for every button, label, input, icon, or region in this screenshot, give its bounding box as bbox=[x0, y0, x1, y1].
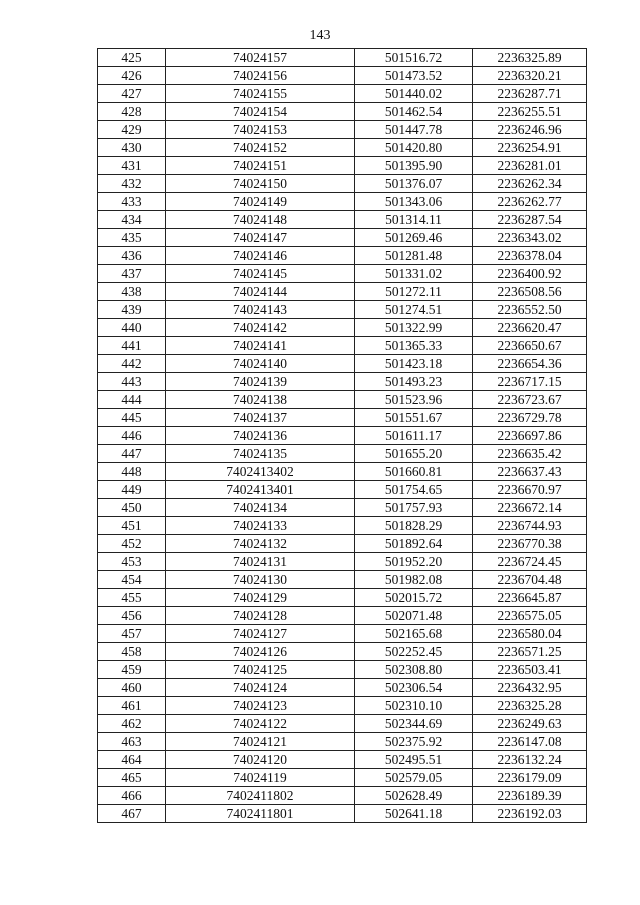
y-coordinate-cell: 2236571.25 bbox=[473, 643, 587, 661]
y-coordinate-cell: 2236672.14 bbox=[473, 499, 587, 517]
table-row bbox=[98, 787, 587, 805]
point-number-cell: 443 bbox=[98, 373, 166, 391]
y-coordinate-cell: 2236147.08 bbox=[473, 733, 587, 751]
point-id-cell: 74024133 bbox=[166, 517, 355, 535]
y-coordinate-cell: 2236717.15 bbox=[473, 373, 587, 391]
point-id-cell: 74024125 bbox=[166, 661, 355, 679]
table-row bbox=[98, 67, 587, 85]
point-number-cell: 441 bbox=[98, 337, 166, 355]
point-number-cell: 445 bbox=[98, 409, 166, 427]
table-row bbox=[98, 643, 587, 661]
x-coordinate-cell: 502165.68 bbox=[355, 625, 473, 643]
point-id-cell: 74024130 bbox=[166, 571, 355, 589]
point-id-cell: 74024146 bbox=[166, 247, 355, 265]
x-coordinate-cell: 501447.78 bbox=[355, 121, 473, 139]
point-number-cell: 456 bbox=[98, 607, 166, 625]
y-coordinate-cell: 2236580.04 bbox=[473, 625, 587, 643]
table-row bbox=[98, 301, 587, 319]
point-id-cell: 74024150 bbox=[166, 175, 355, 193]
point-id-cell: 74024149 bbox=[166, 193, 355, 211]
point-number-cell: 447 bbox=[98, 445, 166, 463]
table-row bbox=[98, 157, 587, 175]
table-row bbox=[98, 481, 587, 499]
point-id-cell: 74024128 bbox=[166, 607, 355, 625]
table-row bbox=[98, 463, 587, 481]
table-row bbox=[98, 247, 587, 265]
point-id-cell: 74024148 bbox=[166, 211, 355, 229]
y-coordinate-cell: 2236704.48 bbox=[473, 571, 587, 589]
table-row bbox=[98, 751, 587, 769]
table-row bbox=[98, 535, 587, 553]
x-coordinate-cell: 501523.96 bbox=[355, 391, 473, 409]
x-coordinate-cell: 502308.80 bbox=[355, 661, 473, 679]
table-row bbox=[98, 229, 587, 247]
point-id-cell: 74024136 bbox=[166, 427, 355, 445]
point-number-cell: 442 bbox=[98, 355, 166, 373]
y-coordinate-cell: 2236189.39 bbox=[473, 787, 587, 805]
x-coordinate-cell: 501473.52 bbox=[355, 67, 473, 85]
y-coordinate-cell: 2236262.77 bbox=[473, 193, 587, 211]
table-row bbox=[98, 409, 587, 427]
x-coordinate-cell: 502306.54 bbox=[355, 679, 473, 697]
y-coordinate-cell: 2236255.51 bbox=[473, 103, 587, 121]
point-number-cell: 457 bbox=[98, 625, 166, 643]
point-number-cell: 448 bbox=[98, 463, 166, 481]
x-coordinate-cell: 502641.18 bbox=[355, 805, 473, 823]
point-number-cell: 430 bbox=[98, 139, 166, 157]
point-id-cell: 74024132 bbox=[166, 535, 355, 553]
y-coordinate-cell: 2236575.05 bbox=[473, 607, 587, 625]
point-id-cell: 74024154 bbox=[166, 103, 355, 121]
point-id-cell: 74024155 bbox=[166, 85, 355, 103]
point-number-cell: 437 bbox=[98, 265, 166, 283]
point-id-cell: 74024145 bbox=[166, 265, 355, 283]
x-coordinate-cell: 501982.08 bbox=[355, 571, 473, 589]
y-coordinate-cell: 2236724.45 bbox=[473, 553, 587, 571]
y-coordinate-cell: 2236508.56 bbox=[473, 283, 587, 301]
x-coordinate-cell: 501611.17 bbox=[355, 427, 473, 445]
point-number-cell: 436 bbox=[98, 247, 166, 265]
point-id-cell: 74024151 bbox=[166, 157, 355, 175]
table-row bbox=[98, 499, 587, 517]
table-row bbox=[98, 733, 587, 751]
x-coordinate-cell: 501551.67 bbox=[355, 409, 473, 427]
point-number-cell: 438 bbox=[98, 283, 166, 301]
table-row bbox=[98, 319, 587, 337]
y-coordinate-cell: 2236637.43 bbox=[473, 463, 587, 481]
point-id-cell: 74024140 bbox=[166, 355, 355, 373]
table-row bbox=[98, 697, 587, 715]
x-coordinate-cell: 501757.93 bbox=[355, 499, 473, 517]
point-id-cell: 74024141 bbox=[166, 337, 355, 355]
table-row bbox=[98, 661, 587, 679]
point-id-cell: 7402411801 bbox=[166, 805, 355, 823]
x-coordinate-cell: 502071.48 bbox=[355, 607, 473, 625]
point-number-cell: 461 bbox=[98, 697, 166, 715]
point-number-cell: 431 bbox=[98, 157, 166, 175]
point-id-cell: 7402413401 bbox=[166, 481, 355, 499]
point-number-cell: 455 bbox=[98, 589, 166, 607]
x-coordinate-cell: 501331.02 bbox=[355, 265, 473, 283]
x-coordinate-cell: 501420.80 bbox=[355, 139, 473, 157]
table-row bbox=[98, 589, 587, 607]
table-row bbox=[98, 211, 587, 229]
point-number-cell: 462 bbox=[98, 715, 166, 733]
y-coordinate-cell: 2236192.03 bbox=[473, 805, 587, 823]
point-id-cell: 74024152 bbox=[166, 139, 355, 157]
point-id-cell: 74024138 bbox=[166, 391, 355, 409]
point-number-cell: 458 bbox=[98, 643, 166, 661]
page-number: 143 bbox=[309, 28, 331, 43]
x-coordinate-cell: 502628.49 bbox=[355, 787, 473, 805]
y-coordinate-cell: 2236343.02 bbox=[473, 229, 587, 247]
x-coordinate-cell: 501828.29 bbox=[355, 517, 473, 535]
point-id-cell: 74024137 bbox=[166, 409, 355, 427]
table-row bbox=[98, 769, 587, 787]
point-number-cell: 426 bbox=[98, 67, 166, 85]
table-row bbox=[98, 265, 587, 283]
x-coordinate-cell: 501516.72 bbox=[355, 49, 473, 67]
y-coordinate-cell: 2236729.78 bbox=[473, 409, 587, 427]
point-id-cell: 74024129 bbox=[166, 589, 355, 607]
y-coordinate-cell: 2236246.96 bbox=[473, 121, 587, 139]
x-coordinate-cell: 501269.46 bbox=[355, 229, 473, 247]
table-row bbox=[98, 427, 587, 445]
x-coordinate-cell: 501660.81 bbox=[355, 463, 473, 481]
point-number-cell: 459 bbox=[98, 661, 166, 679]
x-coordinate-cell: 501493.23 bbox=[355, 373, 473, 391]
x-coordinate-cell: 502375.92 bbox=[355, 733, 473, 751]
point-id-cell: 7402413402 bbox=[166, 463, 355, 481]
x-coordinate-cell: 501274.51 bbox=[355, 301, 473, 319]
point-id-cell: 74024126 bbox=[166, 643, 355, 661]
table-row bbox=[98, 85, 587, 103]
x-coordinate-cell: 501754.65 bbox=[355, 481, 473, 499]
table-row bbox=[98, 625, 587, 643]
y-coordinate-cell: 2236179.09 bbox=[473, 769, 587, 787]
x-coordinate-cell: 501376.07 bbox=[355, 175, 473, 193]
x-coordinate-cell: 502252.45 bbox=[355, 643, 473, 661]
point-number-cell: 449 bbox=[98, 481, 166, 499]
point-number-cell: 435 bbox=[98, 229, 166, 247]
table-body bbox=[98, 49, 587, 823]
table-row bbox=[98, 121, 587, 139]
point-number-cell: 452 bbox=[98, 535, 166, 553]
point-id-cell: 74024131 bbox=[166, 553, 355, 571]
point-id-cell: 74024127 bbox=[166, 625, 355, 643]
y-coordinate-cell: 2236287.71 bbox=[473, 85, 587, 103]
table-row bbox=[98, 49, 587, 67]
y-coordinate-cell: 2236645.87 bbox=[473, 589, 587, 607]
point-id-cell: 74024156 bbox=[166, 67, 355, 85]
y-coordinate-cell: 2236400.92 bbox=[473, 265, 587, 283]
x-coordinate-cell: 502015.72 bbox=[355, 589, 473, 607]
x-coordinate-cell: 501892.64 bbox=[355, 535, 473, 553]
point-id-cell: 74024119 bbox=[166, 769, 355, 787]
table-row bbox=[98, 715, 587, 733]
y-coordinate-cell: 2236132.24 bbox=[473, 751, 587, 769]
x-coordinate-cell: 502579.05 bbox=[355, 769, 473, 787]
point-id-cell: 74024142 bbox=[166, 319, 355, 337]
table-row bbox=[98, 103, 587, 121]
y-coordinate-cell: 2236654.36 bbox=[473, 355, 587, 373]
x-coordinate-cell: 501952.20 bbox=[355, 553, 473, 571]
table-row bbox=[98, 391, 587, 409]
x-coordinate-cell: 501272.11 bbox=[355, 283, 473, 301]
y-coordinate-cell: 2236325.89 bbox=[473, 49, 587, 67]
y-coordinate-cell: 2236697.86 bbox=[473, 427, 587, 445]
table-row bbox=[98, 193, 587, 211]
point-number-cell: 432 bbox=[98, 175, 166, 193]
point-number-cell: 450 bbox=[98, 499, 166, 517]
point-number-cell: 460 bbox=[98, 679, 166, 697]
point-id-cell: 74024122 bbox=[166, 715, 355, 733]
point-number-cell: 466 bbox=[98, 787, 166, 805]
y-coordinate-cell: 2236635.42 bbox=[473, 445, 587, 463]
x-coordinate-cell: 501462.54 bbox=[355, 103, 473, 121]
x-coordinate-cell: 502495.51 bbox=[355, 751, 473, 769]
y-coordinate-cell: 2236432.95 bbox=[473, 679, 587, 697]
y-coordinate-cell: 2236552.50 bbox=[473, 301, 587, 319]
point-number-cell: 428 bbox=[98, 103, 166, 121]
coordinates-table bbox=[97, 48, 587, 823]
point-id-cell: 74024157 bbox=[166, 49, 355, 67]
point-id-cell: 74024134 bbox=[166, 499, 355, 517]
point-number-cell: 440 bbox=[98, 319, 166, 337]
point-number-cell: 429 bbox=[98, 121, 166, 139]
x-coordinate-cell: 501423.18 bbox=[355, 355, 473, 373]
x-coordinate-cell: 501365.33 bbox=[355, 337, 473, 355]
y-coordinate-cell: 2236770.38 bbox=[473, 535, 587, 553]
table-row bbox=[98, 373, 587, 391]
table-row bbox=[98, 283, 587, 301]
y-coordinate-cell: 2236620.47 bbox=[473, 319, 587, 337]
point-id-cell: 74024143 bbox=[166, 301, 355, 319]
x-coordinate-cell: 501281.48 bbox=[355, 247, 473, 265]
point-number-cell: 433 bbox=[98, 193, 166, 211]
point-number-cell: 463 bbox=[98, 733, 166, 751]
table-row bbox=[98, 553, 587, 571]
point-number-cell: 464 bbox=[98, 751, 166, 769]
table-row bbox=[98, 355, 587, 373]
point-number-cell: 444 bbox=[98, 391, 166, 409]
y-coordinate-cell: 2236503.41 bbox=[473, 661, 587, 679]
x-coordinate-cell: 502344.69 bbox=[355, 715, 473, 733]
point-id-cell: 74024123 bbox=[166, 697, 355, 715]
table-row bbox=[98, 337, 587, 355]
point-number-cell: 439 bbox=[98, 301, 166, 319]
point-id-cell: 74024147 bbox=[166, 229, 355, 247]
point-number-cell: 434 bbox=[98, 211, 166, 229]
point-number-cell: 446 bbox=[98, 427, 166, 445]
x-coordinate-cell: 502310.10 bbox=[355, 697, 473, 715]
y-coordinate-cell: 2236650.67 bbox=[473, 337, 587, 355]
point-id-cell: 74024144 bbox=[166, 283, 355, 301]
x-coordinate-cell: 501395.90 bbox=[355, 157, 473, 175]
point-number-cell: 453 bbox=[98, 553, 166, 571]
point-id-cell: 74024120 bbox=[166, 751, 355, 769]
x-coordinate-cell: 501343.06 bbox=[355, 193, 473, 211]
y-coordinate-cell: 2236262.34 bbox=[473, 175, 587, 193]
table-row bbox=[98, 517, 587, 535]
y-coordinate-cell: 2236378.04 bbox=[473, 247, 587, 265]
table-row bbox=[98, 805, 587, 823]
y-coordinate-cell: 2236287.54 bbox=[473, 211, 587, 229]
x-coordinate-cell: 501314.11 bbox=[355, 211, 473, 229]
y-coordinate-cell: 2236254.91 bbox=[473, 139, 587, 157]
table-row bbox=[98, 607, 587, 625]
table-row bbox=[98, 679, 587, 697]
point-number-cell: 425 bbox=[98, 49, 166, 67]
x-coordinate-cell: 501322.99 bbox=[355, 319, 473, 337]
y-coordinate-cell: 2236249.63 bbox=[473, 715, 587, 733]
x-coordinate-cell: 501440.02 bbox=[355, 85, 473, 103]
point-number-cell: 467 bbox=[98, 805, 166, 823]
y-coordinate-cell: 2236325.28 bbox=[473, 697, 587, 715]
point-id-cell: 74024135 bbox=[166, 445, 355, 463]
x-coordinate-cell: 501655.20 bbox=[355, 445, 473, 463]
y-coordinate-cell: 2236670.97 bbox=[473, 481, 587, 499]
point-id-cell: 74024121 bbox=[166, 733, 355, 751]
point-id-cell: 74024124 bbox=[166, 679, 355, 697]
table-row bbox=[98, 445, 587, 463]
point-number-cell: 427 bbox=[98, 85, 166, 103]
y-coordinate-cell: 2236281.01 bbox=[473, 157, 587, 175]
table-row bbox=[98, 571, 587, 589]
table-row bbox=[98, 139, 587, 157]
point-id-cell: 74024153 bbox=[166, 121, 355, 139]
table-row bbox=[98, 175, 587, 193]
y-coordinate-cell: 2236320.21 bbox=[473, 67, 587, 85]
point-number-cell: 451 bbox=[98, 517, 166, 535]
point-number-cell: 454 bbox=[98, 571, 166, 589]
point-id-cell: 74024139 bbox=[166, 373, 355, 391]
y-coordinate-cell: 2236723.67 bbox=[473, 391, 587, 409]
y-coordinate-cell: 2236744.93 bbox=[473, 517, 587, 535]
point-id-cell: 7402411802 bbox=[166, 787, 355, 805]
point-number-cell: 465 bbox=[98, 769, 166, 787]
